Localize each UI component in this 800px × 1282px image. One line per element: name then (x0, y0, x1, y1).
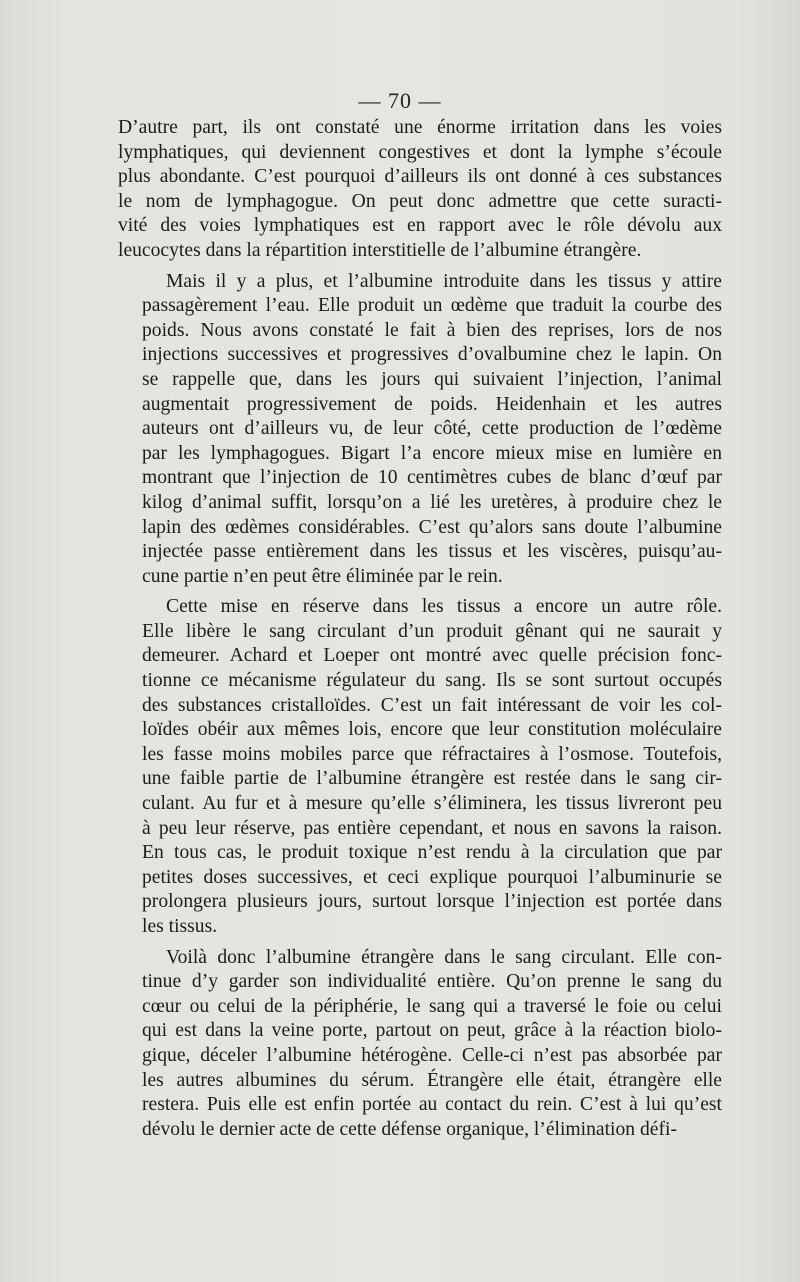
text-line: une faible partie de l’albumine étrangère est restée dans le sang cir- (142, 768, 722, 790)
page-number: — 70 — (358, 88, 442, 113)
text-line: restera. Puis elle est enfin portée au contact du rein. C’est à lui qu’est (142, 1094, 722, 1116)
text-line: loïdes obéir aux mêmes lois, encore que leur constitution moléculaire (142, 719, 722, 741)
text-line: lymphatiques, qui deviennent congestives et dont la lymphe s’écoule (118, 141, 722, 163)
text-line: D’autre part, ils ont constaté une énorme irritation dans les voies (118, 117, 722, 138)
text-line: injectée passe entièrement dans les tissus et les viscères, puisqu’au- (142, 541, 722, 563)
text-line: qui est dans la veine porte, partout on peut, grâce à la réaction biolo- (142, 1020, 722, 1042)
paragraph-1 (118, 116, 722, 264)
text-line: les autres albumines du sérum. Étrangère elle était, étrangère elle (142, 1069, 722, 1091)
text-line: vité des voies lymphatiques est en rapport avec le rôle dévolu aux (118, 215, 722, 237)
text-line: injections successives et progressives d’ovalbumine chez le lapin. On (142, 344, 722, 366)
text-line: à peu leur réserve, pas entière cependant, et nous en savons la raison. (142, 817, 722, 839)
body-text (118, 116, 722, 1142)
text-line: montrant que l’injection de 10 centimètres cubes de blanc d’œuf par (142, 467, 722, 489)
text-line: Elle libère le sang circulant d’un produit gênant qui ne saurait y (142, 620, 722, 642)
text-line: poids. Nous avons constaté le fait à bien des reprises, lors de nos (142, 319, 722, 341)
paragraph-4 (118, 946, 722, 1143)
text-line: par les lymphagogues. Bigart l’a encore mieux mise en lumière en (142, 442, 722, 464)
text-line: kilog d’animal suffit, lorsqu’on a lié les uretères, à produire chez le (142, 491, 722, 513)
text-line: prolongera plusieurs jours, surtout lorsque l’injection est portée dans (142, 891, 722, 913)
text-line: Cette mise en réserve dans les tissus a encore un autre rôle. (166, 596, 722, 618)
text-line: se rappelle que, dans les jours qui suivaient l’injection, l’animal (142, 368, 722, 390)
text-line: auteurs ont d’ailleurs vu, de leur côté, cette production de l’œdème (142, 418, 722, 440)
text-line: les tissus. (142, 916, 218, 937)
text-line: En tous cas, le produit toxique n’est rendu à la circulation que par (142, 842, 722, 864)
text-line: plus abondante. C’est pourquoi d’ailleurs ils ont donné à ces substances (118, 166, 722, 188)
text-line: gique, déceler l’albumine hétérogène. Celle-ci n’est pas absorbée par (142, 1044, 722, 1066)
text-line: tionne ce mécanisme régulateur du sang. Ils se sont surtout occupés (142, 670, 722, 692)
text-line: culant. Au fur et à mesure qu’elle s’éliminera, les tissus livreront peu (142, 793, 722, 815)
text-line: augmentait progressivement de poids. Heidenhain et les autres (142, 393, 722, 415)
text-line: cune partie n’en peut être éliminée par le rein. (142, 565, 503, 587)
text-line: dévolu le dernier acte de cette défense organique, l’élimination défi- (142, 1118, 677, 1140)
paragraph-2 (118, 270, 722, 590)
text-line: leucocytes dans la répartition interstitielle de l’albumine étrangère. (118, 239, 642, 261)
text-line: lapin des œdèmes considérables. C’est qu’alors sans doute l’albumine (142, 516, 722, 538)
text-line: passagèrement l’eau. Elle produit un œdème que traduit la courbe des (142, 295, 722, 317)
text-line: petites doses successives, et ceci explique pourquoi l’albuminurie se (142, 866, 722, 888)
paragraph-3 (118, 595, 722, 939)
text-line: demeurer. Achard et Loeper ont montré avec quelle précision fonc- (142, 645, 722, 667)
text-line: cœur ou celui de la périphérie, le sang qui a traversé le foie ou celui (142, 995, 722, 1017)
text-line: tinue d’y garder son individualité entière. Qu’on prenne le sang du (142, 971, 722, 993)
text-line: les fasse moins mobiles parce que réfractaires à l’osmose. Toutefois, (142, 743, 722, 765)
text-line: des substances cristalloïdes. C’est un fait intéressant de voir les col- (142, 694, 722, 716)
text-line: Mais il y a plus, et l’albumine introduite dans les tissus y attire (166, 270, 722, 292)
text-line: Voilà donc l’albumine étrangère dans le sang circulant. Elle con- (166, 946, 722, 968)
text-line: le nom de lymphagogue. On peut donc admettre que cette suracti- (118, 190, 722, 212)
